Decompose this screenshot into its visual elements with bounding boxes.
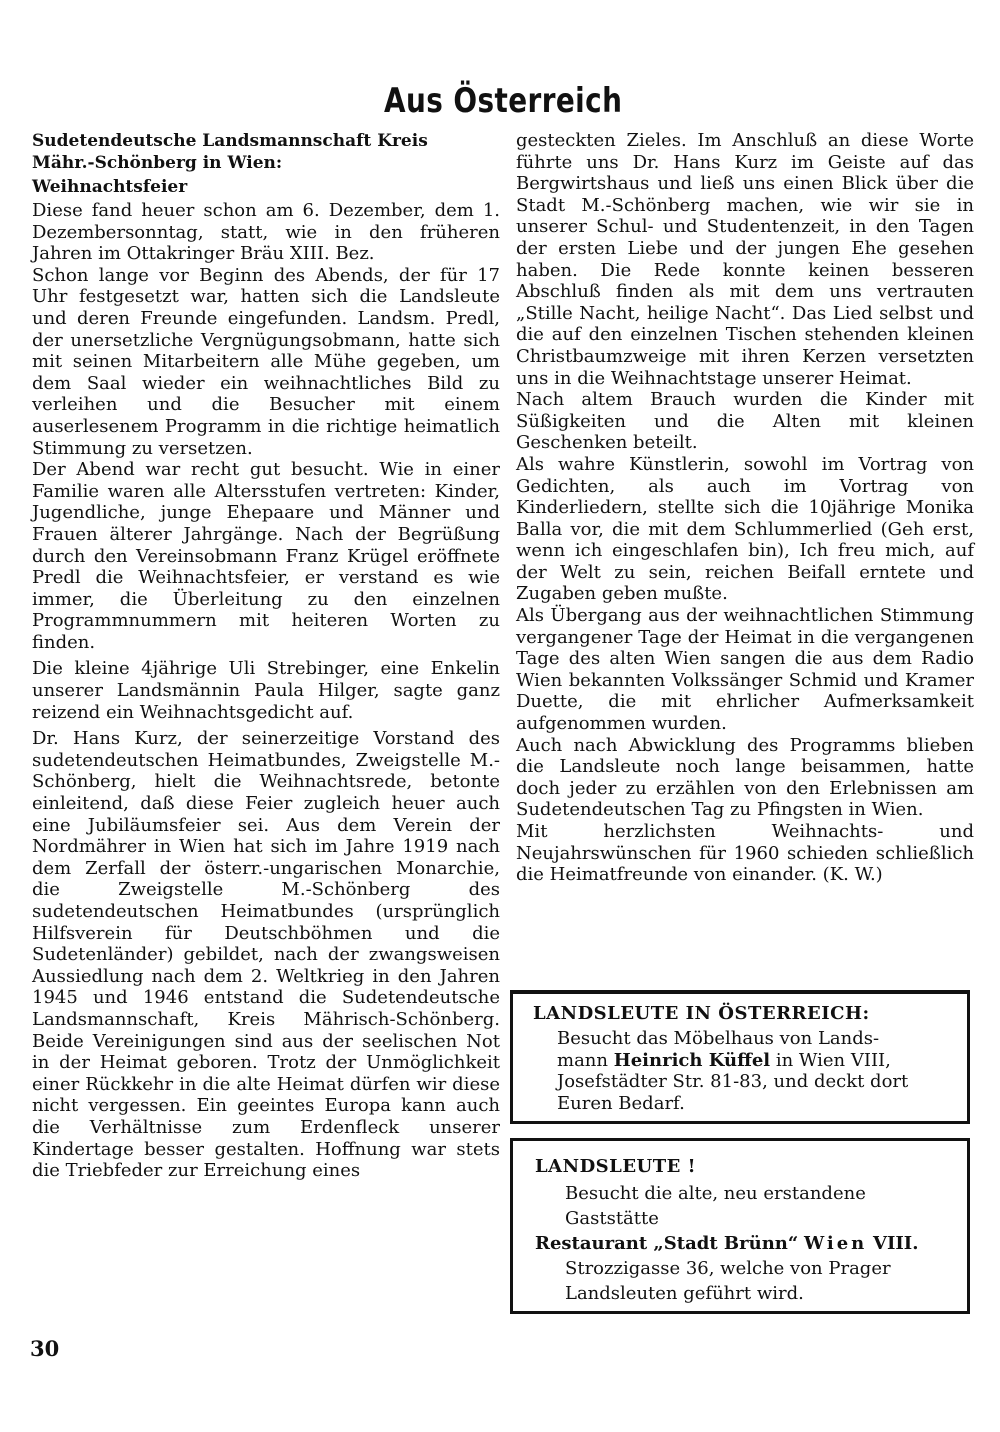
ad-district: VIII.: [872, 1233, 919, 1254]
ad-text: mann: [557, 1049, 614, 1071]
ad-line: Besucht das Möbelhaus von Lands-: [557, 1028, 880, 1049]
ad-text: in Wien VIII,: [770, 1049, 891, 1071]
article-subheading: Weihnachtsfeier: [32, 177, 188, 197]
ad-line: [557, 1050, 955, 1072]
article-column-right: [516, 130, 974, 886]
paragraph: Diese fand heuer schon am 6. Dezember, dem 1. Dezembersonntag, statt, wie in den früheren Jahren im Ottakringer Bräu XIII. Bez.: [32, 200, 500, 265]
ad-line: Josefstädter Str. 81-83, und deckt dort: [557, 1071, 909, 1093]
ad-city: Wien: [803, 1233, 868, 1254]
page-title: Aus Österreich: [384, 81, 623, 121]
ad-restaurant-line: [535, 1231, 957, 1256]
paragraph: Als Übergang aus der weihnachtlichen Stimmung vergangener Tage der Heimat in die vergangenen Tage des alten Wien sangen die aus dem Radio Wien bekannten Volkssänger Schmid und Kramer Duette, die mit ehrlicher Aufmerksamkeit aufgenommen wurden.: [516, 605, 974, 735]
paragraph: Als wahre Künstlerin, sowohl im Vortrag von Gedichten, als auch im Vortrag von Kinderliedern, stellte sich die 10jährige Monika Balla vor, die mit dem Schlummerlied (Geh erst, wenn ich eingeschlafen bin), Ich freu mich, auf der Welt zu sein, reichen Beifall erntete und Zugaben geben mußte.: [516, 453, 974, 605]
page-number: 30: [30, 1336, 60, 1361]
paragraph: Auch nach Abwicklung des Programms blieben die Landsleute noch lange beisammen, hatte doch jeder zu erzählen von den Erlebnissen am Sudetendeutschen Tag zu Pfingsten in Wien.: [516, 734, 974, 821]
paragraph: Nach altem Brauch wurden die Kinder mit Süßigkeiten und die Alten mit kleinen Geschenken beteilt.: [516, 389, 974, 454]
ad-title: LANDSLEUTE !: [535, 1156, 697, 1177]
ad-line: Strozzigasse 36, welche von Prager: [565, 1258, 891, 1279]
organization-heading-line-1: Sudetendeutsche Landsmannschaft Kreis: [32, 131, 428, 151]
ad-business-name: Heinrich Küffel: [613, 1049, 771, 1071]
ad-line: Landsleuten geführt wird.: [565, 1283, 804, 1304]
paragraph: Schon lange vor Beginn des Abends, der für 17 Uhr festgesetzt war, hatten sich die Landsleute und deren Freunde eingefunden. Landsm. Predl, der unersetzliche Vergnügungsobmann, hatte sich mit seinen Mitarbeitern alle Mühe gegeben, um dem Saal wieder ein weihnachtliches Bild zu verleihen und die Besucher mit einem auserlesenem Programm in die richtige heimatlich Stimmung zu versetzen.: [32, 264, 500, 459]
advertisement-restaurant: [510, 1138, 970, 1314]
article-column-left: [32, 130, 500, 1182]
ad-title: LANDSLEUTE IN ÖSTERREICH:: [533, 1003, 870, 1024]
ad-line: Besucht die alte, neu erstandene: [565, 1183, 866, 1204]
advertisement-moebelhaus: [510, 990, 970, 1124]
organization-heading-line-2: Mähr.-Schönberg in Wien:: [32, 153, 283, 173]
ad-line: Gaststätte: [565, 1208, 659, 1229]
paragraph: Der Abend war recht gut besucht. Wie in einer Familie waren alle Altersstufen vertreten: Kinder, Jugendliche, junge Ehepaare und Männer und Frauen älterer Jahrgänge. Nach der Begrüßung durch den Vereinsobmann Franz Krügel eröffnete Predl die Weihnachtsfeier, er verstand es wie immer, die Überleitung zu den einzelnen Programmnummern mit heiteren Worten zu finden.: [32, 459, 500, 653]
organization-heading: [32, 130, 500, 174]
ad-restaurant-name: Restaurant „Stadt Brünn“: [535, 1233, 799, 1254]
paragraph: Die kleine 4jährige Uli Strebinger, eine Enkelin unserer Landsmännin Paula Hilger, sagte ganz reizend ein Weihnachtsgedicht auf.: [32, 658, 500, 723]
paragraph: Dr. Hans Kurz, der seinerzeitige Vorstand des sudetendeutschen Heimatbundes, Zweigstelle M.-Schönberg, hielt die Weihnachtsrede, betonte einleitend, daß diese Feier zugleich heuer auch eine Jubiläumsfeier sei. Aus dem Verein der Nordmährer in Wien hat sich im Jahre 1919 nach dem Zerfall der österr.-ungarischen Monarchie, die Zweigstelle M.-Schönberg des sudetendeutschen Heimatbundes (ursprünglich Hilfsverein für Deutschböhmen und die Sudetenländer) gebildet, nach der zwangsweisen Aussiedlung nach dem 2. Weltkrieg in den Jahren 1945 und 1946 entstand die Sudetendeutsche Landsmannschaft, Kreis Mährisch-Schönberg. Beide Vereinigungen sind aus der seelischen Not in der Heimat geboren. Trotz der Unmöglichkeit einer Rückkehr in die alte Heimat dürfen wir diese nicht vergessen. Ein geeintes Europa kann auch die Verhältnisse zum Erdenfleck unserer Kindertage besser gestalten. Hoffnung war stets die Triebfeder zur Erreichung eines: [32, 728, 500, 1182]
ad-body: [533, 1028, 955, 1114]
paragraph: Mit herzlichsten Weihnachts- und Neujahrswünschen für 1960 schieden schließlich die Heimatfreunde von einander. (K. W.): [516, 821, 974, 886]
paragraph: gesteckten Zieles. Im Anschluß an diese Worte führte uns Dr. Hans Kurz im Geiste auf das Bergwirtshaus und ließ uns einen Blick über die Stadt M.-Schönberg machen, wie wir sie in unserer Schul- und Studentenzeit, in den Tagen der ersten Liebe und der jungen Ehe gesehen haben. Die Rede konnte keinen besseren Abschluß finden als mit dem uns vertrauten „Stille Nacht, heilige Nacht“. Das Lied selbst und die auf den einzelnen Tischen stehenden kleinen Christbaumzweige mit ihren Kerzen versetzten uns in die Weihnachtstage unserer Heimat.: [516, 130, 974, 389]
ad-line: Euren Bedarf.: [557, 1092, 685, 1114]
